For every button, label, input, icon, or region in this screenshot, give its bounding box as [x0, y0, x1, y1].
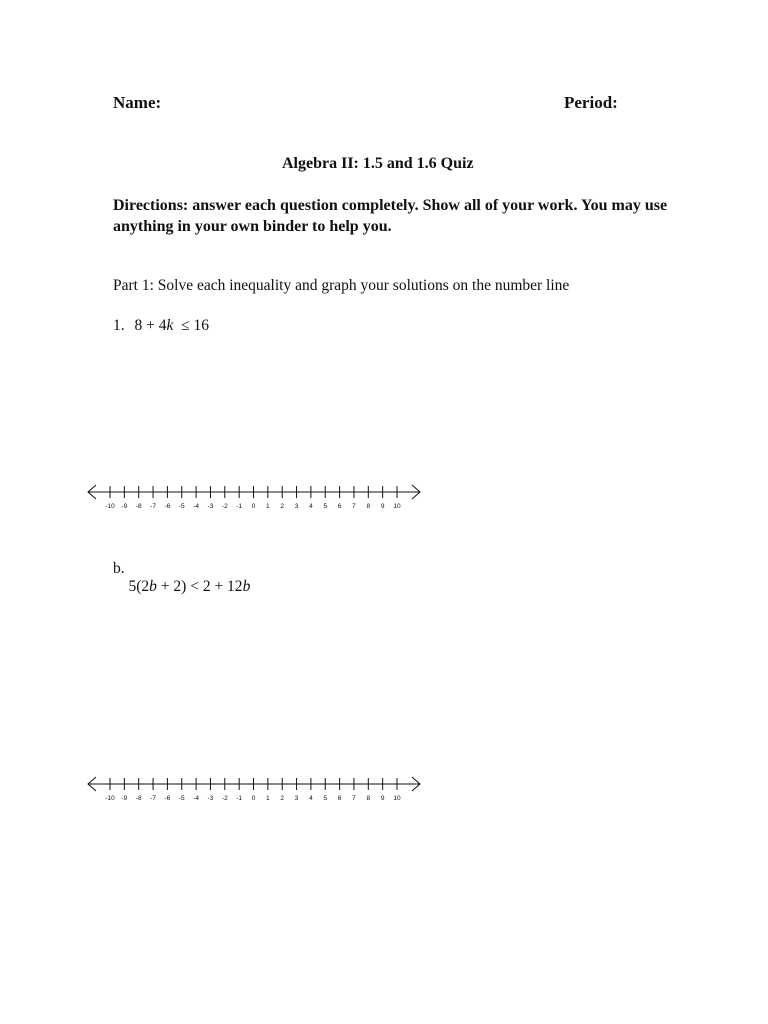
expr-part: + 2) < 2 + 12 [156, 578, 243, 595]
tick-label: -8 [135, 795, 142, 802]
name-label: Name: [113, 93, 162, 112]
number-line-1[interactable] [85, 480, 425, 510]
tick-label: 1 [266, 795, 270, 802]
tick-label: 5 [323, 503, 328, 510]
tick-label: -3 [207, 795, 214, 802]
question-1-expression [135, 317, 210, 334]
tick-label: 7 [352, 795, 356, 802]
expr-part: 5(2 [128, 578, 150, 595]
tick-label: 9 [380, 795, 385, 802]
tick-label: -4 [193, 795, 199, 802]
tick-label: 6 [337, 795, 342, 802]
tick-label: 10 [393, 503, 401, 510]
tick-label: 4 [309, 503, 313, 510]
tick-label: -6 [164, 503, 171, 510]
tick-label: 8 [366, 503, 371, 510]
tick-label: 8 [366, 795, 371, 802]
question-b [113, 560, 250, 614]
tick-label: 3 [294, 503, 299, 510]
tick-label: 5 [323, 795, 328, 802]
tick-label: -10 [105, 503, 115, 510]
tick-label: 9 [380, 503, 385, 510]
tick-label: -3 [207, 503, 214, 510]
tick-label: -8 [135, 503, 142, 510]
question-1 [113, 317, 209, 335]
tick-label: -7 [150, 503, 156, 510]
expr-part: ≤ 16 [173, 317, 210, 334]
directions-text: Directions: answer each question completely. Show all of your work. You may use anything in your own binder to help you. [113, 197, 668, 235]
tick-label: 0 [251, 795, 256, 802]
tick-label: -5 [178, 795, 185, 802]
tick-label: -6 [164, 795, 171, 802]
tick-label: -9 [121, 795, 128, 802]
question-1-label: 1. [113, 317, 125, 334]
tick-label: -1 [236, 795, 243, 802]
tick-label: -7 [150, 795, 156, 802]
tick-label: -5 [178, 503, 185, 510]
expr-variable: b [149, 578, 157, 595]
tick-label: 4 [309, 795, 313, 802]
expr-part: 8 + 4 [134, 317, 167, 334]
tick-label: -1 [236, 503, 243, 510]
expr-variable: k [166, 317, 174, 334]
tick-label: 6 [337, 503, 342, 510]
tick-label: 10 [393, 795, 401, 802]
tick-label: -10 [105, 795, 115, 802]
period-label: Period: [564, 93, 618, 112]
tick-label: -2 [221, 795, 228, 802]
question-b-expression [113, 578, 250, 613]
question-b-label: b. [113, 560, 125, 577]
number-line-2[interactable] [85, 772, 425, 802]
part1-instruction: Part 1: Solve each inequality and graph your solutions on the number line [113, 277, 570, 294]
tick-label: 2 [280, 503, 285, 510]
tick-label: -4 [193, 503, 199, 510]
expr-variable: b [242, 578, 251, 595]
tick-label: 7 [352, 503, 356, 510]
tick-label: 0 [251, 503, 256, 510]
tick-label: 2 [280, 795, 285, 802]
quiz-title: Algebra II: 1.5 and 1.6 Quiz [282, 155, 474, 172]
tick-label: 3 [294, 795, 299, 802]
tick-label: 1 [266, 503, 270, 510]
tick-label: -9 [121, 503, 128, 510]
tick-label: -2 [221, 503, 228, 510]
